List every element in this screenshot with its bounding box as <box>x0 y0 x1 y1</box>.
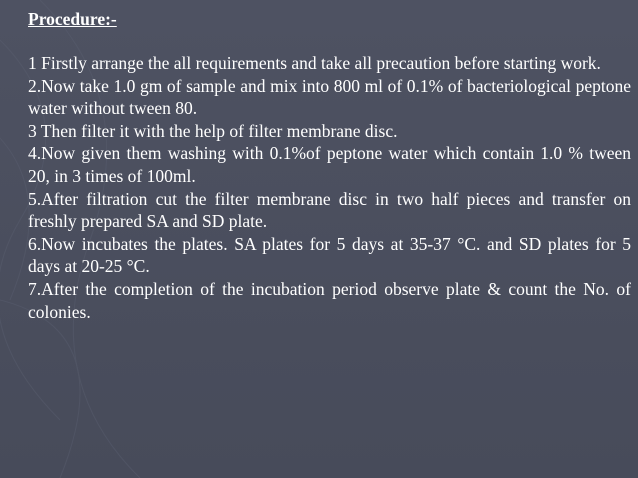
procedure-steps <box>28 52 631 323</box>
procedure-step: 4.Now given them washing with 0.1%of peptone water which contain 1.0 % tween 20, in 3 times of 100ml. <box>28 143 631 186</box>
procedure-step: 6.Now incubates the plates. SA plates for 5 days at 35-37 °C. and SD plates for 5 days at 20-25 °C. <box>28 233 631 277</box>
procedure-step: 1 Firstly arrange the all requirements and take all precaution before starting work. <box>28 53 601 73</box>
slide-content <box>28 8 631 323</box>
procedure-step: 3 Then filter it with the help of filter membrane disc. <box>28 120 398 141</box>
procedure-step: 7.After the completion of the incubation period observe plate & count the No. of colonies. <box>28 278 631 322</box>
procedure-step: 5.After filtration cut the filter membrane disc in two half pieces and transfer on freshly prepared SA and SD plate. <box>28 188 631 232</box>
procedure-heading: Procedure:- <box>28 9 117 29</box>
procedure-step: 2.Now take 1.0 gm of sample and mix into 800 ml of 0.1% of bacteriological peptone water without tween 80. <box>28 75 631 119</box>
